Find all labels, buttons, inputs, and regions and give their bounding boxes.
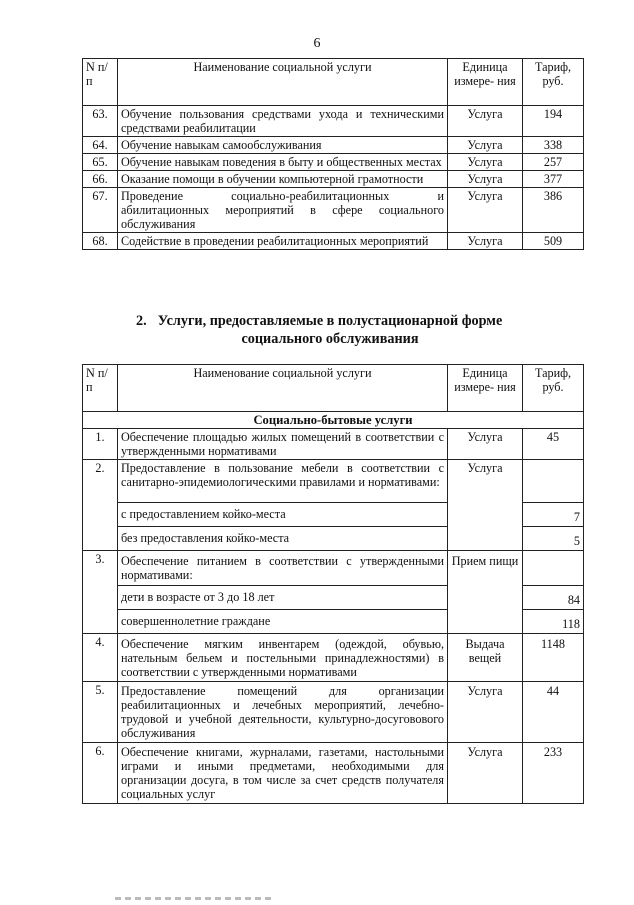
service-subname: совершеннолетние граждане bbox=[118, 610, 448, 634]
service-unit: Выдача вещей bbox=[448, 634, 523, 682]
service-tariff: 5 bbox=[523, 527, 584, 551]
service-name: Оказание помощи в обучении компьютерной грамотности bbox=[118, 171, 448, 188]
service-unit: Услуга bbox=[448, 682, 523, 743]
service-unit: Услуга bbox=[448, 429, 523, 460]
service-name: Обучение навыкам поведения в быту и общественных местах bbox=[118, 154, 448, 171]
category-title: Социально-бытовые услуги bbox=[83, 412, 584, 429]
row-number: 66. bbox=[83, 171, 118, 188]
header-num: N п/п bbox=[83, 365, 118, 412]
service-unit: Услуга bbox=[448, 233, 523, 250]
service-subname: дети в возрасте от 3 до 18 лет bbox=[118, 586, 448, 610]
service-unit: Услуга bbox=[448, 137, 523, 154]
header-tariff: Тариф, руб. bbox=[523, 365, 584, 412]
service-tariff: 377 bbox=[523, 171, 584, 188]
service-tariff: 509 bbox=[523, 233, 584, 250]
service-tariff: 45 bbox=[523, 429, 584, 460]
table-row bbox=[83, 551, 584, 586]
table-subrow bbox=[83, 586, 584, 610]
header-name: Наименование социальной услуги bbox=[118, 365, 448, 412]
row-number: 68. bbox=[83, 233, 118, 250]
service-name: Обучение пользования средствами ухода и техническими средствами реабилитации bbox=[118, 106, 448, 137]
service-tariff bbox=[523, 551, 584, 586]
row-number: 5. bbox=[83, 682, 118, 743]
service-name: Обеспечение площадью жилых помещений в соответствии с утвержденными нормативами bbox=[118, 429, 448, 460]
service-name: Обеспечение питанием в соответствии с утвержденными нормативами: bbox=[118, 551, 448, 586]
service-name: Проведение социально-реабилитационных и абилитационных мероприятий в сфере социального обслуживания bbox=[118, 188, 448, 233]
service-unit: Услуга bbox=[448, 154, 523, 171]
service-name: Обеспечение книгами, журналами, газетами, настольными играми и иными предметами, необходимыми для организации досуга, в том числе за счет средств получателя социальных услуг bbox=[118, 743, 448, 804]
service-tariff: 194 bbox=[523, 106, 584, 137]
service-unit: Услуга bbox=[448, 460, 523, 503]
service-unit: Услуга bbox=[448, 743, 523, 804]
service-tariff: 257 bbox=[523, 154, 584, 171]
table-row bbox=[83, 137, 584, 154]
table-subrow bbox=[83, 527, 584, 551]
row-number: 6. bbox=[83, 743, 118, 804]
header-unit: Единица измере- ния bbox=[448, 59, 523, 106]
row-number: 1. bbox=[83, 429, 118, 460]
header-unit: Единица измере- ния bbox=[448, 365, 523, 412]
table-row bbox=[83, 429, 584, 460]
table-row bbox=[83, 460, 584, 503]
service-tariff: 386 bbox=[523, 188, 584, 233]
scan-artifact bbox=[115, 897, 275, 900]
table-row bbox=[83, 743, 584, 804]
page-number: 6 bbox=[313, 36, 321, 51]
table-header-row bbox=[83, 365, 584, 412]
section-number: 2. bbox=[136, 313, 147, 329]
table-row bbox=[83, 634, 584, 682]
tariff-table-semistationary bbox=[82, 364, 584, 804]
table-row bbox=[83, 233, 584, 250]
table-row bbox=[83, 171, 584, 188]
table-header-row bbox=[83, 59, 584, 106]
service-tariff: 44 bbox=[523, 682, 584, 743]
row-number: 65. bbox=[83, 154, 118, 171]
service-unit: Услуга bbox=[448, 188, 523, 233]
service-unit: Услуга bbox=[448, 106, 523, 137]
service-name: Предоставление в пользование мебели в соответствии с санитарно-эпидемиологическими правилами и нормативами: bbox=[118, 460, 448, 503]
header-name: Наименование социальной услуги bbox=[118, 59, 448, 106]
service-name: Обеспечение мягким инвентарем (одеждой, обувью, нательным бельем и постельными принадлежностями) в соответствии с утвержденными нормативами bbox=[118, 634, 448, 682]
row-number: 67. bbox=[83, 188, 118, 233]
section-title-line1: Услуги, предоставляемые в полустационарной форме bbox=[157, 313, 503, 329]
row-number: 63. bbox=[83, 106, 118, 137]
service-subname: с предоставлением койко-места bbox=[118, 503, 448, 527]
service-name: Обучение навыкам самообслуживания bbox=[118, 137, 448, 154]
service-tariff: 84 bbox=[523, 586, 584, 610]
service-tariff: 118 bbox=[523, 610, 584, 634]
section-title-line2: социального обслуживания bbox=[241, 331, 419, 347]
table-subrow bbox=[83, 503, 584, 527]
service-name: Содействие в проведении реабилитационных мероприятий bbox=[118, 233, 448, 250]
tariff-table-continued bbox=[82, 58, 584, 250]
service-unit: Прием пищи bbox=[448, 551, 523, 586]
row-number: 4. bbox=[83, 634, 118, 682]
service-tariff bbox=[523, 460, 584, 503]
service-unit: Услуга bbox=[448, 171, 523, 188]
table-row bbox=[83, 682, 584, 743]
service-subname: без предоставления койко-места bbox=[118, 527, 448, 551]
section-heading bbox=[100, 312, 560, 348]
service-tariff: 7 bbox=[523, 503, 584, 527]
category-row bbox=[83, 412, 584, 429]
service-tariff: 338 bbox=[523, 137, 584, 154]
table-row bbox=[83, 154, 584, 171]
service-name: Предоставление помещений для организации реабилитационных и лечебных мероприятий, лечебно-трудовой и учебной деятельности, культурно-досуговового обслуживания bbox=[118, 682, 448, 743]
table-row bbox=[83, 106, 584, 137]
service-tariff: 233 bbox=[523, 743, 584, 804]
header-tariff: Тариф, руб. bbox=[523, 59, 584, 106]
row-number: 2. bbox=[83, 460, 118, 503]
row-number: 3. bbox=[83, 551, 118, 586]
service-tariff: 1148 bbox=[523, 634, 584, 682]
row-number: 64. bbox=[83, 137, 118, 154]
header-num: N п/п bbox=[83, 59, 118, 106]
table-row bbox=[83, 188, 584, 233]
table-subrow bbox=[83, 610, 584, 634]
